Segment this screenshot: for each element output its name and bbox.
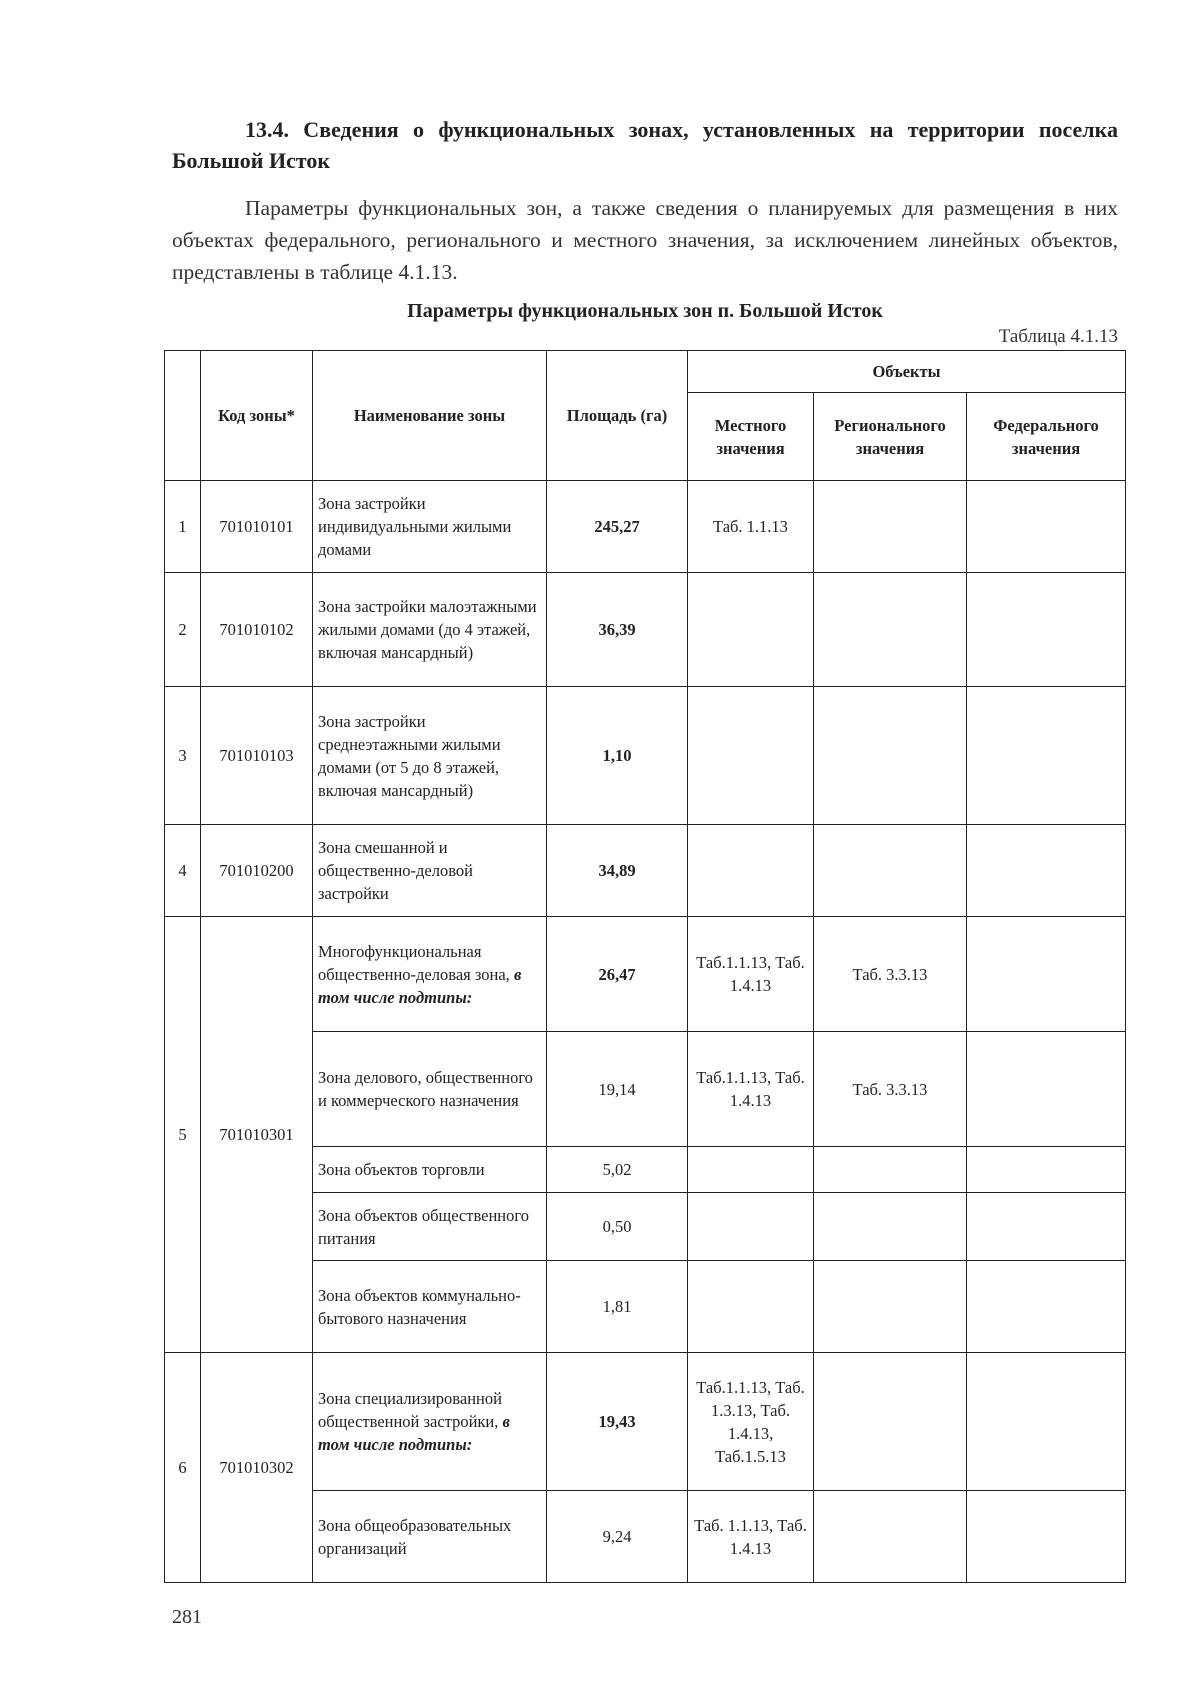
zone-name: Зона общеобразовательных организаций [318, 1515, 512, 1558]
zones-table [164, 350, 1126, 1583]
zone-name: Зона застройки индивидуальными жилыми домами [318, 494, 512, 559]
zone-area-cell: 9,24 [547, 1491, 688, 1583]
objects-federal-cell [967, 1032, 1126, 1147]
objects-local-cell [688, 573, 814, 687]
objects-federal-cell [967, 687, 1126, 825]
zone-number-cell: 1 [165, 481, 201, 573]
zone-area-cell: 0,50 [547, 1193, 688, 1261]
table-row [165, 1353, 1126, 1491]
objects-local-cell [688, 687, 814, 825]
zone-number-cell: 6 [165, 1353, 201, 1583]
zone-name: Зона делового, общественного и коммерческого назначения [318, 1068, 533, 1110]
zone-number-cell: 5 [165, 917, 201, 1353]
header-regional: Регионального значения [814, 393, 967, 481]
zone-number-cell: 3 [165, 687, 201, 825]
objects-local-cell: Таб.1.1.13, Таб. 1.3.13, Таб. 1.4.13, Таб.1.5.13 [688, 1353, 814, 1491]
objects-federal-cell [967, 917, 1126, 1032]
objects-local-cell [688, 1147, 814, 1193]
zone-name: Зона объектов коммунально-бытового назначения [318, 1285, 521, 1328]
objects-federal-cell [967, 481, 1126, 573]
zone-name: Многофункциональная общественно-деловая зона, [318, 941, 510, 984]
zone-name-cell [313, 573, 547, 687]
objects-regional-cell [814, 825, 967, 917]
zone-area-cell: 1,81 [547, 1261, 688, 1353]
zone-name: Зона смешанной и общественно-деловой застройки [318, 838, 474, 903]
zone-code-cell: 701010200 [201, 825, 313, 917]
table-row [165, 825, 1126, 917]
objects-local-cell [688, 1261, 814, 1353]
objects-local-cell [688, 825, 814, 917]
zone-subtypes-note: в том числе подтипы: [318, 964, 522, 1007]
objects-regional-cell [814, 573, 967, 687]
table-row [165, 481, 1126, 573]
header-name: Наименование зоны [313, 351, 547, 481]
zone-area-cell: 36,39 [547, 573, 688, 687]
zone-name-cell [313, 481, 547, 573]
table-number: Таблица 4.1.13 [998, 326, 1118, 347]
zone-name-cell [313, 1032, 547, 1147]
objects-local-cell [688, 1193, 814, 1261]
zone-name: Зона застройки малоэтажными жилыми домами (до 4 этажей, включая мансардный) [318, 597, 537, 662]
zone-code-cell: 701010102 [201, 573, 313, 687]
objects-regional-cell [814, 481, 967, 573]
header-federal: Федерального значения [967, 393, 1126, 481]
table-row [165, 573, 1126, 687]
zone-name-cell [313, 917, 547, 1032]
table-row [165, 687, 1126, 825]
objects-regional-cell: Таб. 3.3.13 [814, 917, 967, 1032]
zone-area-cell: 19,14 [547, 1032, 688, 1147]
objects-federal-cell [967, 1193, 1126, 1261]
zone-code-cell: 701010103 [201, 687, 313, 825]
zone-area-cell: 1,10 [547, 687, 688, 825]
zone-name-cell [313, 825, 547, 917]
zone-name-cell [313, 1193, 547, 1261]
zone-name: Зона объектов торговли [318, 1160, 485, 1179]
zone-number-cell: 4 [165, 825, 201, 917]
header-area: Площадь (га) [547, 351, 688, 481]
intro-paragraph: Параметры функциональных зон, а также сведения о планируемых для размещения в них объектах федерального, регионального и местного значения, за исключением линейных объектов, представлены в таблице 4.1.13. [172, 196, 1118, 284]
objects-regional-cell [814, 1261, 967, 1353]
objects-regional-cell [814, 1353, 967, 1491]
zone-area-cell: 5,02 [547, 1147, 688, 1193]
header-num [165, 351, 201, 481]
zone-name: Зона специализированной общественной застройки, [318, 1389, 502, 1431]
objects-federal-cell [967, 1491, 1126, 1583]
objects-regional-cell [814, 1147, 967, 1193]
zone-name-cell [313, 1147, 547, 1193]
zones-table-body [165, 481, 1126, 1583]
zone-area-cell: 26,47 [547, 917, 688, 1032]
zone-name: Зона застройки среднеэтажными жилыми домами (от 5 до 8 этажей, включая мансардный) [318, 711, 501, 800]
zone-name-cell [313, 687, 547, 825]
zone-area-cell: 19,43 [547, 1353, 688, 1491]
objects-local-cell: Таб.1.1.13, Таб. 1.4.13 [688, 917, 814, 1032]
objects-local-cell: Таб. 1.1.13 [688, 481, 814, 573]
table-row [165, 917, 1126, 1032]
section-heading: 13.4. Сведения о функциональных зонах, установленных на территории поселка Большой Исток [172, 117, 1118, 173]
header-code: Код зоны* [201, 351, 313, 481]
zone-area-cell: 34,89 [547, 825, 688, 917]
zone-code-cell: 701010101 [201, 481, 313, 573]
objects-regional-cell: Таб. 3.3.13 [814, 1032, 967, 1147]
header-local: Местного значения [688, 393, 814, 481]
zone-name: Зона объектов общественного питания [318, 1205, 529, 1248]
zone-name-cell [313, 1261, 547, 1353]
zone-area-cell: 245,27 [547, 481, 688, 573]
zone-name-cell [313, 1353, 547, 1491]
zone-number-cell: 2 [165, 573, 201, 687]
objects-regional-cell [814, 1491, 967, 1583]
zone-code-cell: 701010301 [201, 917, 313, 1353]
objects-federal-cell [967, 573, 1126, 687]
objects-local-cell: Таб.1.1.13, Таб. 1.4.13 [688, 1032, 814, 1147]
zone-code-cell: 701010302 [201, 1353, 313, 1583]
objects-local-cell: Таб. 1.1.13, Таб. 1.4.13 [688, 1491, 814, 1583]
table-caption: Параметры функциональных зон п. Большой Исток [407, 300, 883, 322]
zone-subtypes-note: в том числе подтипы: [318, 1412, 510, 1454]
objects-federal-cell [967, 1261, 1126, 1353]
objects-federal-cell [967, 1147, 1126, 1193]
objects-regional-cell [814, 687, 967, 825]
header-objects: Объекты [688, 351, 1126, 393]
objects-federal-cell [967, 1353, 1126, 1491]
objects-regional-cell [814, 1193, 967, 1261]
objects-federal-cell [967, 825, 1126, 917]
page-number: 281 [172, 1606, 202, 1628]
zone-name-cell [313, 1491, 547, 1583]
